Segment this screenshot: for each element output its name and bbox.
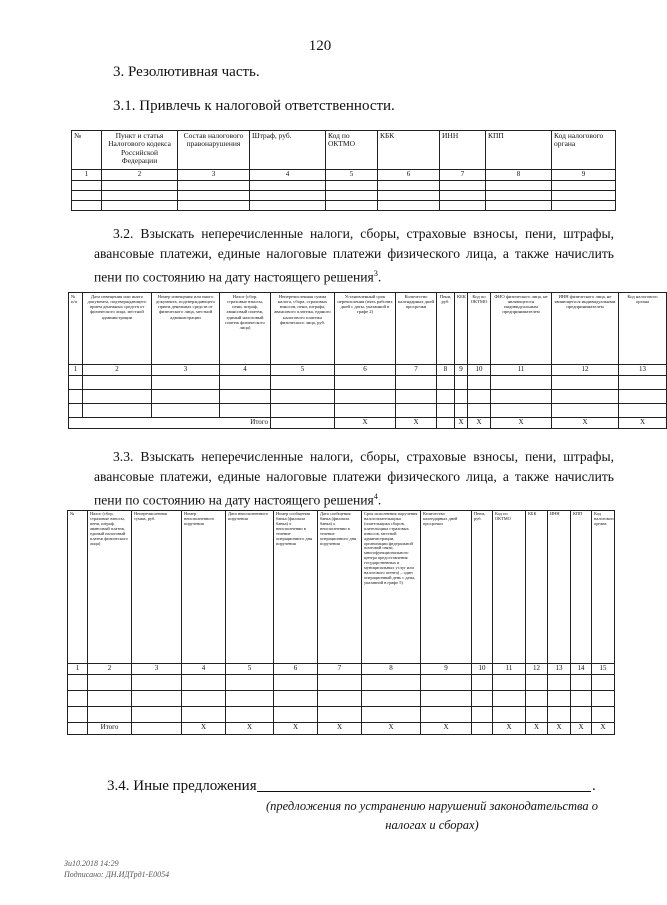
x-mark: Х (552, 418, 619, 429)
column-number-row (68, 664, 615, 675)
column-number: 2 (83, 365, 152, 376)
column-number: 1 (69, 365, 83, 376)
table-row (72, 200, 616, 210)
header-cell: Пени, руб. (472, 511, 493, 664)
header-cell: Налог (сбор, страховые взносы, пени, штраф, авансовый платеж, единый налоговый платеж физического лица) (220, 293, 271, 365)
table-row (69, 404, 667, 418)
column-number: 6 (274, 664, 318, 675)
header-cell: КПП (571, 511, 592, 664)
header-cell: Штраф, руб. (250, 131, 326, 170)
column-number: 3 (152, 365, 220, 376)
column-number: 9 (455, 365, 468, 376)
column-number: 3 (178, 170, 250, 181)
header-cell: КПП (486, 131, 552, 170)
column-number: 5 (326, 170, 378, 181)
column-number: 13 (548, 664, 571, 675)
subsection-heading-3-4: 3.4. Иные предложения (107, 778, 257, 794)
x-mark: Х (226, 723, 274, 735)
header-cell: Неперечисленная сумма, руб. (132, 511, 182, 664)
x-mark: Х (182, 723, 226, 735)
footer-stamp (64, 858, 169, 880)
column-number: 7 (318, 664, 362, 675)
fill-in-caption: (предложения по устранению нарушений законодательства о налогах и сборах) (266, 799, 598, 832)
column-number: 10 (468, 365, 491, 376)
paragraph-3-3 (94, 447, 614, 511)
header-cell: ИНН (440, 131, 486, 170)
column-number: 7 (396, 365, 437, 376)
header-cell: Код налогового органа (552, 131, 616, 170)
column-number: 5 (226, 664, 274, 675)
column-number: 9 (421, 664, 472, 675)
subsection-heading-3-1: 3.1. Привлечь к налоговой ответственности. (113, 98, 395, 114)
column-number: 8 (362, 664, 421, 675)
header-cell: Пени, руб. (437, 293, 455, 365)
total-row (68, 723, 615, 735)
footer-line: Подписано: ДН.ИДТрд1-Е0054 (64, 870, 170, 879)
header-cell: Дата извещения или иного документа, подтверждающего прием денежных средств от физического лица, местной администрации (83, 293, 152, 365)
column-number: 9 (552, 170, 616, 181)
footnote-ref: 4 (373, 492, 378, 501)
header-cell: № (68, 511, 88, 664)
header-cell: № п/п (69, 293, 83, 365)
line-end-period: . (592, 778, 596, 794)
header-cell: Пункт и статья Налогового кодекса Российской Федерации (102, 131, 178, 170)
header-cell: КБК (455, 293, 468, 365)
header-cell: Код налогового органа (592, 511, 615, 664)
column-number: 7 (440, 170, 486, 181)
x-mark: Х (493, 723, 526, 735)
x-mark: Х (491, 418, 552, 429)
column-number: 3 (132, 664, 182, 675)
x-mark: Х (468, 418, 491, 429)
total-row (69, 418, 667, 429)
header-cell: Номер извещения или иного документа, подтверждающего прием денежных средств от физического лица, местной администрации (152, 293, 220, 365)
header-cell: ИНН (548, 511, 571, 664)
column-number: 1 (68, 664, 88, 675)
column-number: 10 (472, 664, 493, 675)
table-row (68, 707, 615, 723)
paragraph-end: . (377, 492, 382, 508)
section-heading: 3. Резолютивная часть. (113, 64, 260, 80)
column-number: 4 (220, 365, 271, 376)
column-number: 12 (552, 365, 619, 376)
table-header-row (68, 511, 615, 664)
header-cell: № (72, 131, 102, 170)
header-cell: Неперечисленная сумма налога, сбора, страховых взносов, пени, штрафа, авансового платежа, единого налогового платежа физического лица, руб. (271, 293, 335, 365)
header-cell: Код налогового органа (619, 293, 667, 365)
header-cell: ФИО физического лица, не являющегося индивидуальным предпринимателем (491, 293, 552, 365)
column-number-row (69, 365, 667, 376)
total-label: Итого (69, 418, 271, 429)
header-cell: Срок исполнения поручения налогоплательщика (плательщика сборов, плательщика страховых взносов, местной администрации, организации федеральной почтовой связи, многофункционального центра предоставления государственных и муниципальных услуг или налогового агента) – один операционный день с даты, указанной в графе 5) (362, 511, 421, 664)
table-row (68, 675, 615, 691)
table-unpaid-individuals (68, 292, 667, 429)
column-number: 11 (493, 664, 526, 675)
table-row (69, 376, 667, 390)
header-cell: Состав налогового правонарушения (178, 131, 250, 170)
column-number: 2 (88, 664, 132, 675)
column-number: 13 (619, 365, 667, 376)
header-cell: Установленный срок перечисления (пять рабочих дней с даты, указанной в графе 2) (335, 293, 396, 365)
column-number: 2 (102, 170, 178, 181)
header-cell: КБК (526, 511, 548, 664)
x-mark: Х (619, 418, 667, 429)
header-cell: Количество календарных дней просрочки (421, 511, 472, 664)
column-number: 12 (526, 664, 548, 675)
fill-in-line (257, 791, 591, 792)
header-cell: Номер сообщения банка (филиала банка) о неисполнении в течение операционного дня поручения (274, 511, 318, 664)
footer-line: Зи10.2018 14:29 (64, 859, 119, 868)
column-number: 6 (335, 365, 396, 376)
table-row (72, 190, 616, 200)
header-cell: Количество календарных дней просрочки (396, 293, 437, 365)
header-cell: Код по ОКТМО (468, 293, 491, 365)
paragraph-end: . (377, 269, 382, 285)
x-mark: Х (421, 723, 472, 735)
header-cell: Код по ОКТМО (326, 131, 378, 170)
paragraph-text: 3.2. Взыскать неперечисленные налоги, сборы, страховые взносы, пени, штрафы, авансовые платежи, единые налоговые платежи физического лица, а также начислить пени по состоянию на дату настоящего решения (94, 226, 614, 285)
x-mark: Х (455, 418, 468, 429)
column-number: 4 (182, 664, 226, 675)
header-cell: Дата сообщения банка (филиала банка) о неисполнении в течение операционного дня поручения (318, 511, 362, 664)
table-row (69, 390, 667, 404)
column-number: 5 (271, 365, 335, 376)
column-number: 15 (592, 664, 615, 675)
x-mark: Х (548, 723, 571, 735)
footnote-ref: 3 (373, 269, 378, 278)
x-mark: Х (335, 418, 396, 429)
x-mark: Х (274, 723, 318, 735)
table-header-row (69, 293, 667, 365)
x-mark: Х (526, 723, 548, 735)
x-mark: Х (318, 723, 362, 735)
header-cell: КБК (378, 131, 440, 170)
table-header-row (72, 131, 616, 170)
column-number-row (72, 170, 616, 181)
x-mark: Х (396, 418, 437, 429)
column-number: 4 (250, 170, 326, 181)
header-cell: ИНН физического лица, не являющегося индивидуальным предпринимателем (552, 293, 619, 365)
table-row (72, 180, 616, 190)
header-cell: Дата неисполненного поручения (226, 511, 274, 664)
column-number: 8 (486, 170, 552, 181)
table-unpaid-orders (67, 510, 615, 735)
table-liability (71, 130, 616, 211)
header-cell: Налог (сбор, страховые взносы, пени, штраф, авансовый платеж, единый налоговый платеж физического лица) (88, 511, 132, 664)
header-cell: Номер неисполненного поручения (182, 511, 226, 664)
total-label: Итого (88, 723, 132, 735)
column-number: 14 (571, 664, 592, 675)
paragraph-3-2 (94, 224, 614, 288)
column-number: 11 (491, 365, 552, 376)
page-number: 120 (308, 38, 332, 54)
x-mark: Х (592, 723, 615, 735)
column-number: 8 (437, 365, 455, 376)
header-cell: Код по ОКТМО (493, 511, 526, 664)
paragraph-text: 3.3. Взыскать неперечисленные налоги, сборы, страховые взносы, пени, штрафы, авансовые платежи, единые налоговые платежи физического лица, а также начислить пени по состоянию на дату настоящего решения (94, 449, 614, 508)
x-mark: Х (362, 723, 421, 735)
column-number: 1 (72, 170, 102, 181)
table-row (68, 691, 615, 707)
x-mark: Х (571, 723, 592, 735)
column-number: 6 (378, 170, 440, 181)
